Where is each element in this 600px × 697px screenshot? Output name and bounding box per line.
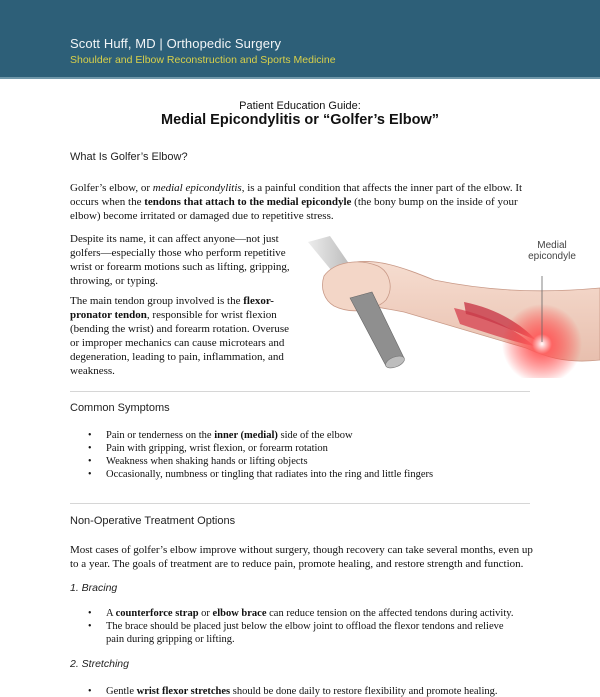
text: , responsible for wrist flexion (bending the wrist) and forearm rotation. Overuse or improper mechanics can cause microtears and degeneration, leading to pain, inflammation, and weakness. [70, 309, 290, 377]
bold-term: tendons that attach to the medial epicondyle [144, 196, 352, 208]
list-item [88, 468, 548, 481]
text: A [106, 608, 116, 619]
bold-term: inner (medial) [214, 430, 278, 441]
text: can reduce tension on the affected tendons during activity. [266, 608, 514, 619]
text: Occasionally, numbness or tingling that radiates into the ring and little fingers [106, 469, 434, 480]
text: side of the elbow [277, 430, 353, 441]
text: should be done daily to restore flexibility and promote healing. [230, 686, 498, 697]
page-title: Medial Epicondylitis or “Golfer’s Elbow” [161, 112, 439, 128]
elbow-illustration [294, 228, 600, 378]
anyone-paragraph: Despite its name, it can affect anyone—not just golfers—especially those who perform repetitive wrist or forearm motions such as lifting, gripping, throwing, or typing. [70, 233, 290, 287]
text: (the bony bump on the inside of your elbow) become irritated or damaged due to repetitive stress. [70, 196, 518, 222]
label-line: epicondyle [528, 251, 576, 262]
bracing-list [88, 607, 548, 646]
italic-term: medial epicondylitis [152, 182, 242, 194]
section-heading-what-is: What Is Golfer’s Elbow? [70, 151, 188, 163]
section-heading-symptoms: Common Symptoms [70, 402, 170, 414]
bold-term: flexor-pronator tendon [70, 295, 274, 321]
subheading-stretching: 2. Stretching [70, 658, 129, 670]
tendon-paragraph [70, 294, 292, 378]
list-item [88, 442, 548, 455]
symptoms-list [88, 429, 548, 481]
list-item [88, 620, 508, 646]
list-item [88, 455, 548, 468]
practice-name: Scott Huff, MD | Orthopedic Surgery [70, 36, 282, 51]
subheading-bracing: 1. Bracing [70, 582, 118, 594]
stretching-list [88, 685, 548, 697]
text: Golfer’s elbow, or [70, 182, 153, 194]
text: Pain with gripping, wrist flexion, or forearm rotation [106, 443, 328, 454]
list-item [88, 685, 548, 697]
bold-term: elbow brace [212, 608, 267, 619]
practice-tagline: Shoulder and Elbow Reconstruction and Sports Medicine [70, 54, 336, 66]
header-banner [0, 0, 600, 79]
text: Gentle [106, 686, 137, 697]
section-heading-treatment: Non-Operative Treatment Options [70, 515, 236, 527]
text: , is a painful condition that affects the inner part of the elbow. It occurs when the [70, 182, 523, 208]
medial-epicondyle-label [522, 240, 582, 262]
intro-paragraph [70, 181, 530, 223]
text: Pain or tenderness on the [106, 430, 215, 441]
section-divider [70, 391, 530, 392]
bold-term: wrist flexor stretches [136, 686, 231, 697]
bold-term: counterforce strap [115, 608, 199, 619]
label-line: Medial [537, 240, 567, 251]
list-item [88, 607, 548, 620]
section-divider [70, 503, 530, 504]
guide-subtitle: Patient Education Guide: [239, 100, 361, 112]
treatment-intro-paragraph: Most cases of golfer’s elbow improve without surgery, though recovery can take several months, even up to a year. The goals of treatment are to reduce pain, promote healing, and restore strength and function. [70, 544, 533, 570]
list-item [88, 429, 548, 442]
text: Weakness when shaking hands or lifting objects [106, 456, 308, 467]
text: The main tendon group involved is the [70, 295, 244, 307]
text: The brace should be placed just below the elbow joint to offload the flexor tendons and relieve pain during gripping or lifting. [106, 621, 504, 645]
text: or [198, 608, 213, 619]
